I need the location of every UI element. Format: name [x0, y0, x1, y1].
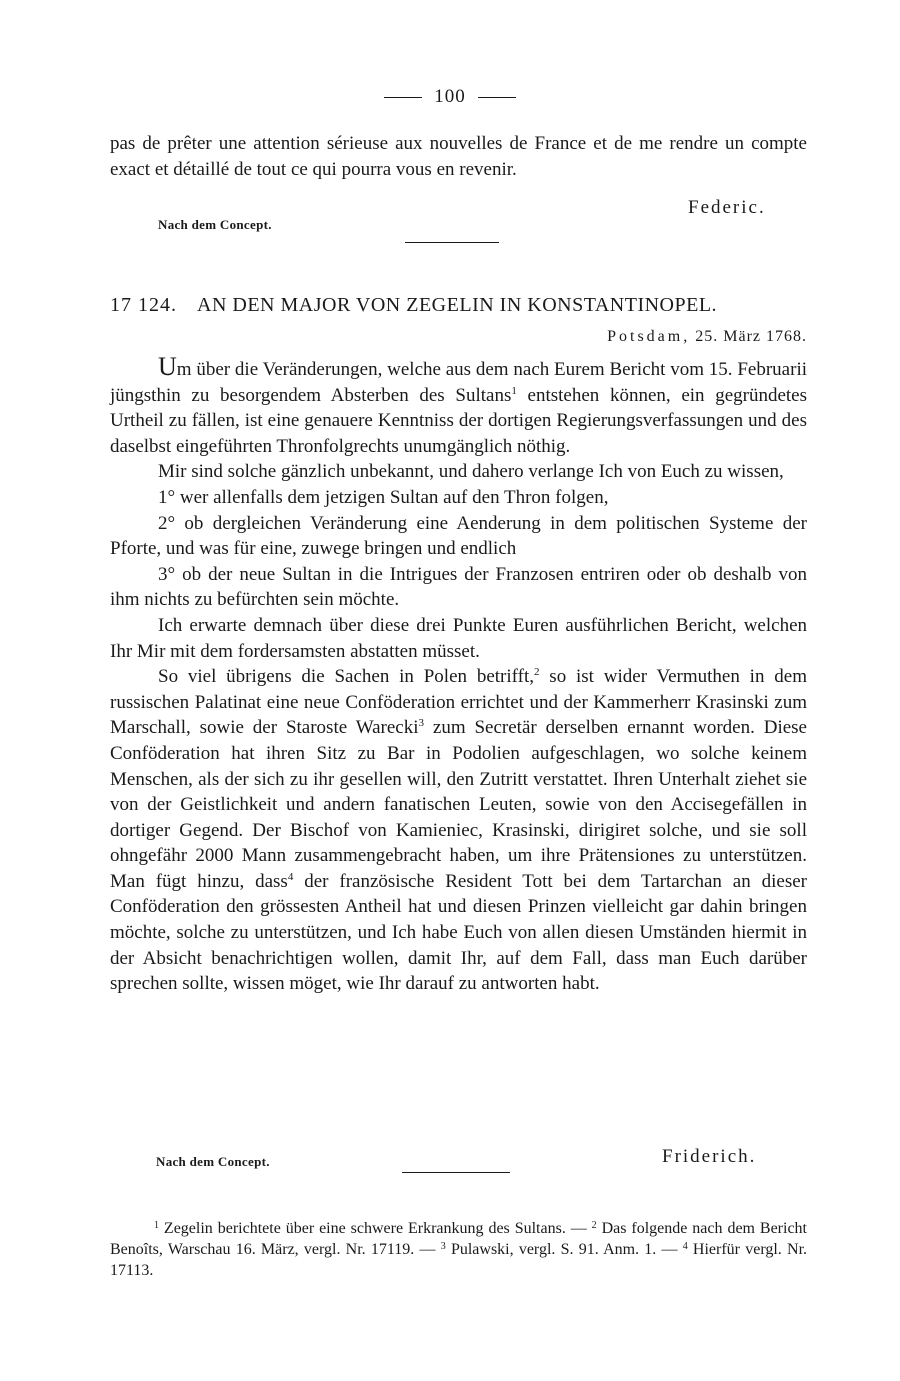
letter-signature: Friderich.: [662, 1146, 757, 1167]
letter-date: 25. März 1768.: [695, 328, 807, 345]
letter-dateline: [607, 328, 807, 346]
separator-rule: [405, 242, 499, 243]
letter-number: 17 124.: [110, 294, 177, 316]
letter-body: [110, 354, 807, 997]
footnote-ref-3: 3: [418, 717, 425, 730]
letter-source: Nach dem Concept.: [156, 1154, 270, 1169]
paragraph-3: Ich erwarte demnach über diese drei Punkte Euren ausführlichen Bericht, welchen Ihr Mir mit dem fordersamsten abstatten müsset.: [110, 614, 807, 662]
previous-letter-paragraph: pas de prêter une attention sérieuse aux nouvelles de France et de me rendre un compte exact et détaillé de tout ce qui pourra vous en revenir.: [110, 133, 807, 180]
list-item-3: 3° ob der neue Sultan in die Intrigues der Franzosen entriren oder ob deshalb von ihm nichts zu befürchten sein möchte.: [110, 563, 807, 611]
page-number: 100: [0, 86, 900, 108]
footnote-ref-4: 4: [287, 870, 294, 883]
footnote-ref-2: 2: [533, 666, 540, 679]
list-item-2: 2° ob dergleichen Veränderung eine Aenderung in dem politischen Systeme der Pforte, und was für eine, zuwege bringen und endlich: [110, 512, 807, 560]
footnote-text: $^1$ Zegelin berichtete über eine schwere Erkrankung des Sultans. — $^2$ Das folgende nach dem Bericht Benoîts, Warschau 16. März, vergl. Nr. 17119. — $^3$ Pulawski, vergl. S. 91. Anm. 1. — $^4$ Hierfür vergl. Nr. 17113.: [110, 1220, 808, 1279]
paragraph-1: Um über die Veränderungen, welche aus dem nach Eurem Bericht vom 15. Februarii jüngsthin zu besorgendem Absterben des Sultans$^1$ entstehen können, ein gegründetes Urtheil zu fällen, ist eine genauere Kenntniss der dortigen Regierungsverfassungen und des daselbst eingeführten Thronfolgrechts unumgänglich nöthig.: [110, 352, 808, 457]
previous-letter-source: Nach dem Concept.: [158, 217, 272, 232]
separator-rule: [402, 1172, 510, 1173]
footnote-ref-1: 1: [511, 384, 517, 397]
previous-letter-text: [110, 131, 807, 182]
paragraph-4: So viel übrigens die Sachen in Polen betrifft,$^2$ so ist wider Vermuthen in dem russischen Palatinat eine neue Conföderation errichtet und der Kammerherr Krasinski zum Marschall, sowie der Staroste Warecki$^3$ zum Secretär derselben ernannt worden. Diese Conföderation hat ihren Sitz zu Bar in Podolien aufgeschlagen, wo solche keinem Menschen, als der sich zu ihr gesellen will, den Zutritt verstattet. Ihren Unterhalt ziehet sie von der Geistlichkeit und andern fanatischen Leuten, sowie von den Accisegefällen in dortiger Gegend. Der Bischof von Kamieniec, Krasinski, dirigiret solche, und sie soll ohngefähr 2000 Mann zusammengebracht haben, um ihre Prätensiones zu unterstützen. Man fügt hinzu, dass$^4$ der französische Resident Tott bei dem Tartarchan an dieser Conföderation den grössesten Antheil hat und diesen Prinzen vielleicht gar dahin bringen möchte, solche zu unterstützen, und Ich habe Euch von allen diesen Umständen hiermit in der Absicht benachrichtigen wollen, damit Ihr, auf dem Fall, dass man Euch darüber sprechen sollte, wissen möget, wie Ihr darauf zu antworten habt.: [110, 666, 807, 995]
initial-letter: U: [158, 352, 177, 381]
footnotes: [110, 1218, 807, 1281]
paragraph-2: Mir sind solche gänzlich unbekannt, und dahero verlange Ich von Euch zu wissen,: [158, 461, 784, 483]
list-item-1: 1° wer allenfalls dem jetzigen Sultan auf den Thron folgen,: [158, 486, 609, 508]
letter-heading: [110, 294, 807, 317]
previous-letter-signature: Federic.: [688, 197, 766, 218]
letter-title: AN DEN MAJOR VON ZEGELIN IN KONSTANTINOPEL.: [197, 294, 718, 316]
letter-place: Potsdam,: [607, 328, 691, 345]
